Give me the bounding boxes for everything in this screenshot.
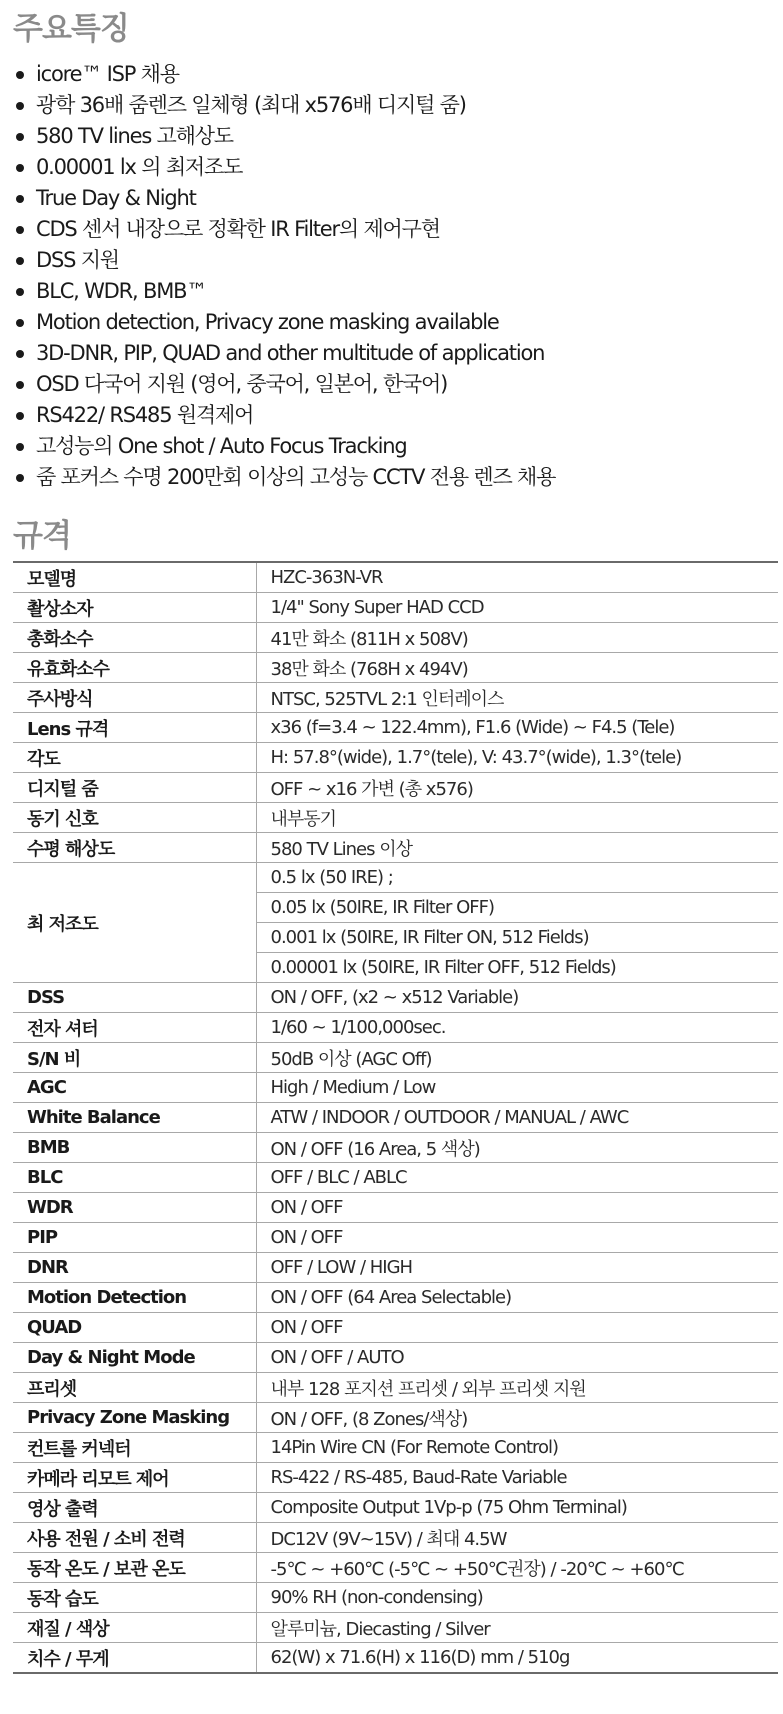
spec-label: BLC — [13, 1163, 256, 1193]
feature-list — [13, 59, 770, 493]
table-row — [13, 1643, 778, 1674]
feature-text: 0.00001 lx 의 최저조도 — [36, 155, 243, 179]
feature-text: 580 TV lines 고해상도 — [36, 124, 233, 148]
spec-label: 수평 해상도 — [13, 833, 256, 863]
spec-value: ON / OFF (64 Area Selectable) — [256, 1283, 778, 1313]
spec-value: 0.001 lx (50IRE, IR Filter ON, 512 Fields) — [256, 923, 778, 953]
spec-value: RS-422 / RS-485, Baud-Rate Variable — [256, 1463, 778, 1493]
bullet-icon — [16, 226, 24, 234]
spec-label: 총화소수 — [13, 623, 256, 653]
spec-label: Lens 규격 — [13, 713, 256, 743]
table-row — [13, 1583, 778, 1613]
feature-item — [13, 462, 770, 493]
feature-text: 줌 포커스 수명 200만회 이상의 고성능 CCTV 전용 렌즈 채용 — [36, 465, 556, 489]
spec-value: HZC-363N-VR — [256, 562, 778, 593]
spec-label: 재질 / 색상 — [13, 1613, 256, 1643]
feature-text: icore™ ISP 채용 — [36, 62, 179, 86]
bullet-icon — [16, 133, 24, 141]
table-row — [13, 1433, 778, 1463]
spec-value: 알루미늄, Diecasting / Silver — [256, 1613, 778, 1643]
bullet-icon — [16, 412, 24, 420]
table-row — [13, 773, 778, 803]
feature-text: DSS 지원 — [36, 248, 119, 272]
feature-text: Motion detection, Privacy zone masking available — [36, 310, 499, 334]
spec-label: WDR — [13, 1193, 256, 1223]
feature-item — [13, 152, 770, 183]
bullet-icon — [16, 102, 24, 110]
spec-label: DNR — [13, 1253, 256, 1283]
table-row — [13, 1043, 778, 1073]
table-row — [13, 863, 778, 893]
spec-value: OFF ~ x16 가변 (총 x576) — [256, 773, 778, 803]
spec-label: White Balance — [13, 1103, 256, 1133]
spec-value: ON / OFF — [256, 1313, 778, 1343]
spec-sheet — [0, 11, 783, 1674]
spec-value: OFF / BLC / ABLC — [256, 1163, 778, 1193]
spec-label: 유효화소수 — [13, 653, 256, 683]
spec-label: 각도 — [13, 743, 256, 773]
spec-value: High / Medium / Low — [256, 1073, 778, 1103]
spec-value: ON / OFF / AUTO — [256, 1343, 778, 1373]
spec-value: ON / OFF, (x2 ~ x512 Variable) — [256, 983, 778, 1013]
spec-value: ATW / INDOOR / OUTDOOR / MANUAL / AWC — [256, 1103, 778, 1133]
table-row — [13, 1133, 778, 1163]
table-row — [13, 1313, 778, 1343]
table-row — [13, 743, 778, 773]
spec-value: 50dB 이상 (AGC Off) — [256, 1043, 778, 1073]
feature-item — [13, 121, 770, 152]
feature-item — [13, 338, 770, 369]
bullet-icon — [16, 319, 24, 327]
spec-value: 0.5 lx (50 IRE) ; — [256, 863, 778, 893]
bullet-icon — [16, 164, 24, 172]
spec-label: BMB — [13, 1133, 256, 1163]
bullet-icon — [16, 288, 24, 296]
spec-label: Day & Night Mode — [13, 1343, 256, 1373]
bullet-icon — [16, 257, 24, 265]
feature-text: True Day & Night — [36, 186, 196, 210]
spec-value: 내부 128 포지션 프리셋 / 외부 프리셋 지원 — [256, 1373, 778, 1403]
spec-label: 영상 출력 — [13, 1493, 256, 1523]
table-row — [13, 1553, 778, 1583]
feature-item — [13, 400, 770, 431]
bullet-icon — [16, 350, 24, 358]
spec-value: 14Pin Wire CN (For Remote Control) — [256, 1433, 778, 1463]
bullet-icon — [16, 443, 24, 451]
spec-value: x36 (f=3.4 ~ 122.4mm), F1.6 (Wide) ~ F4.5 (Tele) — [256, 713, 778, 743]
feature-text: RS422/ RS485 원격제어 — [36, 403, 254, 427]
feature-item — [13, 183, 770, 214]
feature-item — [13, 431, 770, 462]
table-row — [13, 1253, 778, 1283]
spec-value: Composite Output 1Vp-p (75 Ohm Terminal) — [256, 1493, 778, 1523]
table-row — [13, 983, 778, 1013]
table-row — [13, 1493, 778, 1523]
feature-item — [13, 307, 770, 338]
spec-value: 62(W) x 71.6(H) x 116(D) mm / 510g — [256, 1643, 778, 1674]
table-row — [13, 803, 778, 833]
table-row — [13, 1103, 778, 1133]
table-row — [13, 1013, 778, 1043]
spec-label: DSS — [13, 983, 256, 1013]
spec-label: PIP — [13, 1223, 256, 1253]
feature-item — [13, 214, 770, 245]
spec-label: Motion Detection — [13, 1283, 256, 1313]
spec-table — [13, 561, 778, 1674]
spec-label: 동작 습도 — [13, 1583, 256, 1613]
spec-label: 전자 셔터 — [13, 1013, 256, 1043]
feature-text: OSD 다국어 지원 (영어, 중국어, 일본어, 한국어) — [36, 372, 448, 396]
spec-value: -5℃ ~ +60℃ (-5℃ ~ +50℃권장) / -20℃ ~ +60℃ — [256, 1553, 778, 1583]
table-row — [13, 623, 778, 653]
table-row — [13, 562, 778, 593]
spec-label: S/N 비 — [13, 1043, 256, 1073]
spec-value: 1/60 ~ 1/100,000sec. — [256, 1013, 778, 1043]
feature-text: CDS 센서 내장으로 정확한 IR Filter의 제어구현 — [36, 217, 440, 241]
table-row — [13, 593, 778, 623]
table-row — [13, 1463, 778, 1493]
spec-label: 동작 온도 / 보관 온도 — [13, 1553, 256, 1583]
feature-item — [13, 59, 770, 90]
spec-label: 동기 신호 — [13, 803, 256, 833]
spec-label: 카메라 리모트 제어 — [13, 1463, 256, 1493]
spec-value: 90% RH (non-condensing) — [256, 1583, 778, 1613]
spec-value: ON / OFF (16 Area, 5 색상) — [256, 1133, 778, 1163]
spec-heading: 규격 — [13, 518, 71, 554]
spec-label: 주사방식 — [13, 683, 256, 713]
table-row — [13, 1403, 778, 1433]
table-row — [13, 1163, 778, 1193]
table-row — [13, 653, 778, 683]
spec-value: NTSC, 525TVL 2:1 인터레이스 — [256, 683, 778, 713]
feature-text: 3D-DNR, PIP, QUAD and other multitude of application — [36, 341, 545, 365]
table-row — [13, 1343, 778, 1373]
table-row — [13, 1523, 778, 1553]
spec-value: 38만 화소 (768H x 494V) — [256, 653, 778, 683]
table-row — [13, 683, 778, 713]
feature-item — [13, 276, 770, 307]
spec-label: AGC — [13, 1073, 256, 1103]
spec-value: 41만 화소 (811H x 508V) — [256, 623, 778, 653]
table-row — [13, 713, 778, 743]
features-heading: 주요특징 — [13, 11, 129, 47]
spec-value: 0.05 lx (50IRE, IR Filter OFF) — [256, 893, 778, 923]
spec-label: 치수 / 무게 — [13, 1643, 256, 1674]
spec-value: ON / OFF — [256, 1223, 778, 1253]
table-row — [13, 1373, 778, 1403]
spec-label: 촬상소자 — [13, 593, 256, 623]
table-row — [13, 1073, 778, 1103]
spec-value: ON / OFF — [256, 1193, 778, 1223]
feature-item — [13, 245, 770, 276]
feature-text: 광학 36배 줌렌즈 일체형 (최대 x576배 디지털 줌) — [36, 93, 466, 117]
feature-item — [13, 369, 770, 400]
table-row — [13, 1223, 778, 1253]
bullet-icon — [16, 195, 24, 203]
spec-value: DC12V (9V~15V) / 최대 4.5W — [256, 1523, 778, 1553]
spec-value: OFF / LOW / HIGH — [256, 1253, 778, 1283]
bullet-icon — [16, 474, 24, 482]
bullet-icon — [16, 381, 24, 389]
spec-label: 사용 전원 / 소비 전력 — [13, 1523, 256, 1553]
spec-label: 컨트롤 커넥터 — [13, 1433, 256, 1463]
feature-text: 고성능의 One shot / Auto Focus Tracking — [36, 434, 407, 458]
spec-label: Privacy Zone Masking — [13, 1403, 256, 1433]
spec-value: H: 57.8°(wide), 1.7°(tele), V: 43.7°(wide), 1.3°(tele) — [256, 743, 778, 773]
bullet-icon — [16, 71, 24, 79]
table-row — [13, 833, 778, 863]
feature-text: BLC, WDR, BMB™ — [36, 279, 207, 303]
spec-label: QUAD — [13, 1313, 256, 1343]
spec-label: 최 저조도 — [13, 863, 256, 983]
spec-value: 580 TV Lines 이상 — [256, 833, 778, 863]
table-row — [13, 1193, 778, 1223]
spec-value: 내부동기 — [256, 803, 778, 833]
spec-label: 프리셋 — [13, 1373, 256, 1403]
table-row — [13, 1613, 778, 1643]
spec-value: 1/4" Sony Super HAD CCD — [256, 593, 778, 623]
spec-value: 0.00001 lx (50IRE, IR Filter OFF, 512 Fields) — [256, 953, 778, 983]
spec-label: 디지털 줌 — [13, 773, 256, 803]
spec-label: 모델명 — [13, 562, 256, 593]
spec-value: ON / OFF, (8 Zones/색상) — [256, 1403, 778, 1433]
table-row — [13, 1283, 778, 1313]
feature-item — [13, 90, 770, 121]
